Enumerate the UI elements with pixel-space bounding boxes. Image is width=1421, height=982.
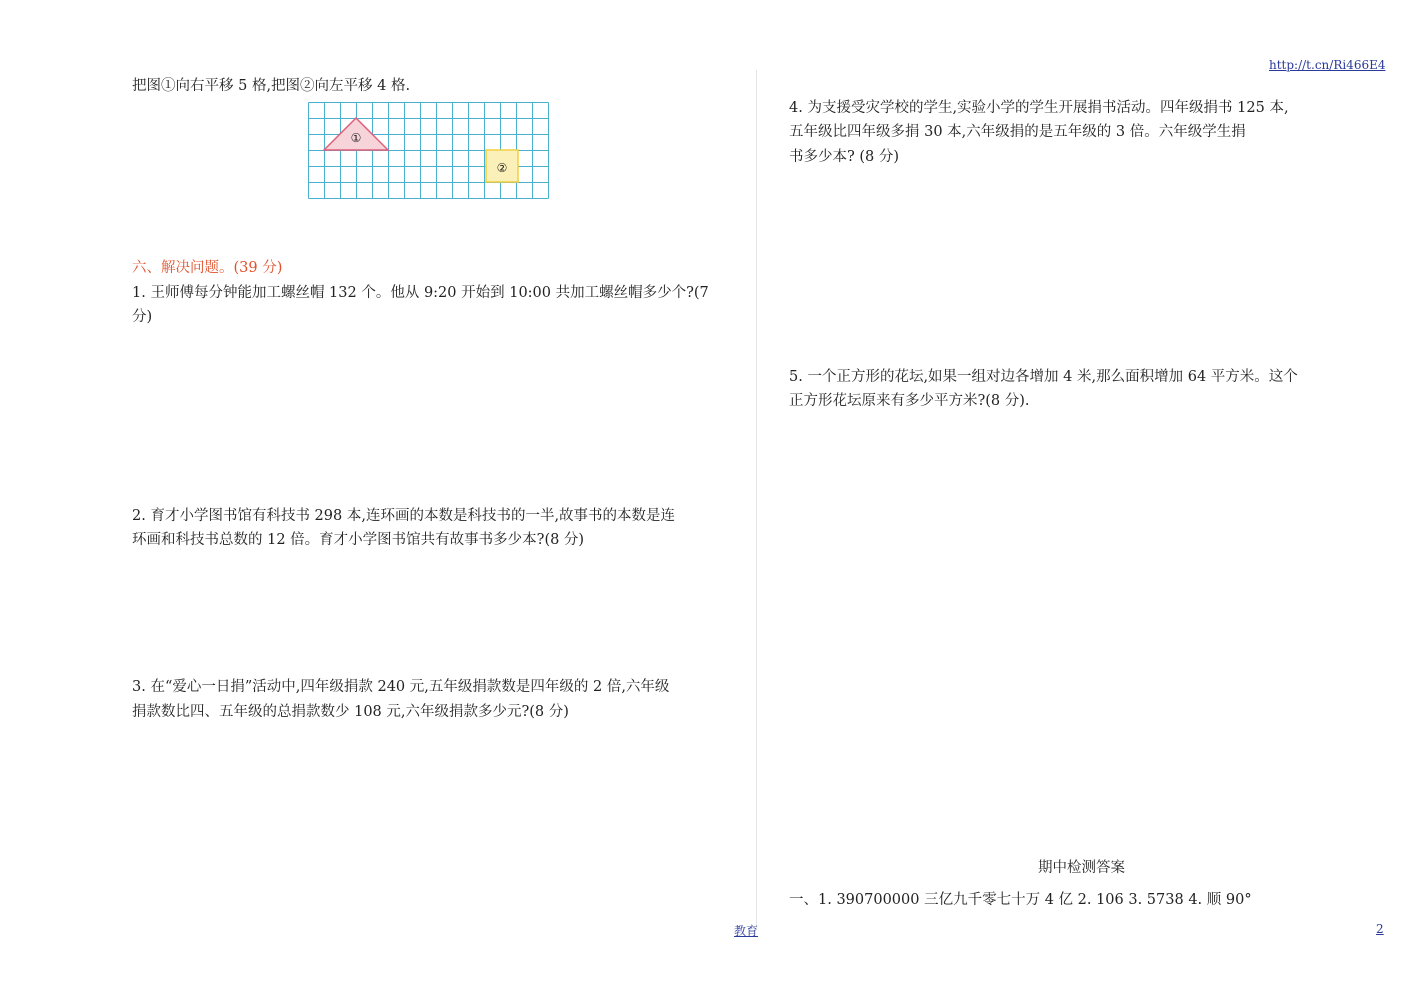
question-4-line-1: 4. 为支援受灾学校的学生,实验小学的学生开展捐书活动。四年级捐书 125 本,: [789, 100, 1289, 116]
section-title: 六、解决问题。(39 分): [132, 260, 283, 276]
column-divider: [756, 70, 757, 930]
answer-line-1: 一、1. 390700000 三亿九千零七十万 4 亿 2. 106 3. 5738 4. 顺 90°: [789, 892, 1252, 908]
page-number[interactable]: 2: [1376, 922, 1384, 936]
translation-grid-figure: [308, 102, 551, 199]
question-3-line-1: 3. 在“爱心一日捐”活动中,四年级捐款 240 元,五年级捐款数是四年级的 2 倍,六年级: [132, 679, 670, 695]
question-1-line-1: 1. 王师傅每分钟能加工螺丝帽 132 个。他从 9:20 开始到 10:00 共加工螺丝帽多少个?(7: [132, 285, 709, 301]
answer-title: 期中检测答案: [1038, 860, 1125, 876]
question-2-line-1: 2. 育才小学图书馆有科技书 298 本,连环画的本数是科技书的一半,故事书的本数是连: [132, 508, 676, 524]
shape-2-label: ②: [496, 161, 508, 175]
header-url-link[interactable]: http://t.cn/Ri466E4: [1269, 58, 1386, 72]
question-3-line-2: 捐款数比四、五年级的总捐款数少 108 元,六年级捐款多少元?(8 分): [132, 704, 569, 720]
translation-instruction: 把图①向右平移 5 格,把图②向左平移 4 格.: [132, 78, 411, 94]
question-4-line-3: 书多少本? (8 分): [789, 149, 900, 165]
shape-1-label: ①: [350, 131, 362, 145]
question-4-line-2: 五年级比四年级多捐 30 本,六年级捐的是五年级的 3 倍。六年级学生捐: [789, 124, 1246, 140]
footer-link[interactable]: 教育: [734, 924, 759, 938]
question-1-line-2: 分): [132, 309, 153, 325]
question-5-line-1: 5. 一个正方形的花坛,如果一组对边各增加 4 米,那么面积增加 64 平方米。这个: [789, 369, 1298, 385]
question-5-line-2: 正方形花坛原来有多少平方米?(8 分).: [789, 393, 1030, 409]
question-2-line-2: 环画和科技书总数的 12 倍。育才小学图书馆共有故事书多少本?(8 分): [132, 532, 585, 548]
